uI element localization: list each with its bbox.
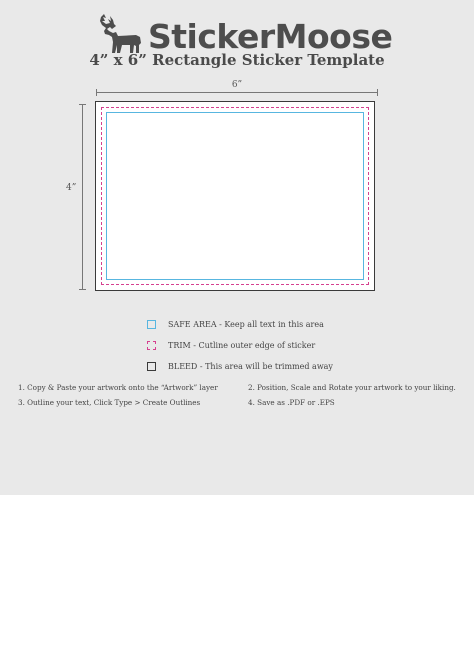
header <box>0 8 474 68</box>
width-dimension-line <box>96 92 378 93</box>
instruction-step-3: 3. Outline your text, Click Type > Create Outlines <box>18 398 201 407</box>
safe-area-swatch-icon <box>147 320 156 329</box>
legend-item-bleed <box>147 356 407 377</box>
instruction-step-4: 4. Save as .PDF or .EPS <box>248 398 335 407</box>
moose-icon <box>98 12 144 54</box>
trim-swatch-icon <box>147 341 156 350</box>
legend <box>147 314 407 377</box>
instruction-step-1: 1. Copy & Paste your artwork onto the “Artwork” layer <box>18 383 218 392</box>
bleed-swatch-icon <box>147 362 156 371</box>
legend-label: TRIM - Cutline outer edge of sticker <box>168 341 316 350</box>
bleed-area <box>95 101 375 291</box>
legend-item-safe-area <box>147 314 407 335</box>
brand-name: StickerMoose <box>148 17 393 56</box>
logo <box>98 10 392 54</box>
height-dimension-label: 4” <box>66 183 77 193</box>
safe-area <box>106 112 364 280</box>
instruction-step-2: 2. Position, Scale and Rotate your artwork to your liking. <box>248 383 456 392</box>
height-dimension-line <box>82 104 83 290</box>
legend-label: BLEED - This area will be trimmed away <box>168 362 333 371</box>
legend-label: SAFE AREA - Keep all text in this area <box>168 320 324 329</box>
template-title: 4” x 6” Rectangle Sticker Template <box>89 51 385 69</box>
width-dimension-label: 6” <box>231 80 243 90</box>
legend-item-trim <box>147 335 407 356</box>
